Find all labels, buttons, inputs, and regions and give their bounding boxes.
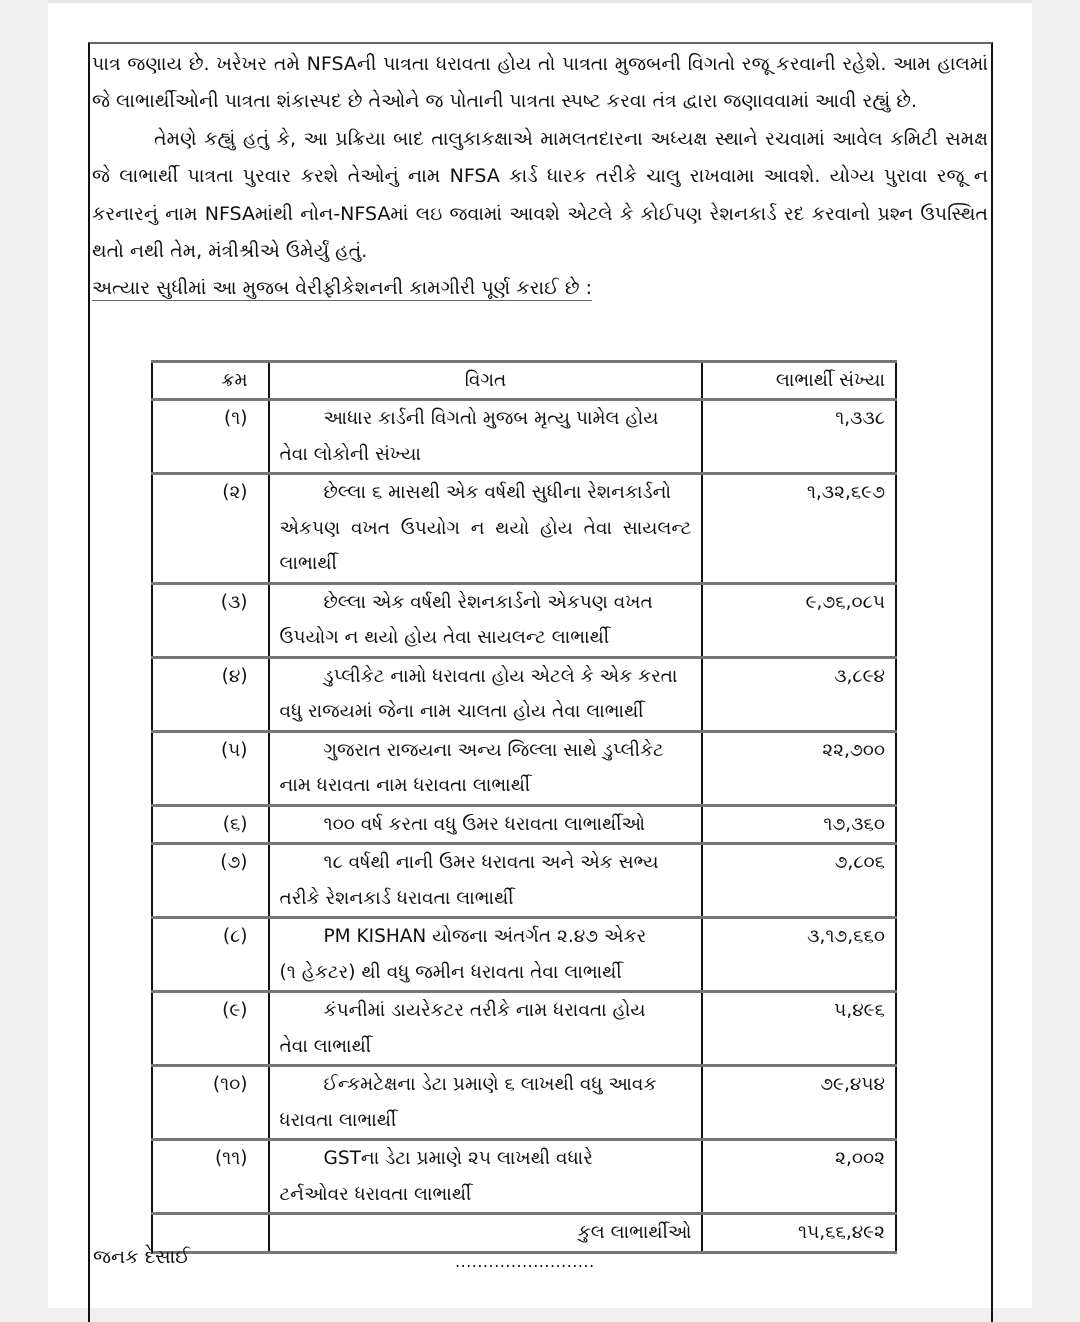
row-beneficiary-count: ૧,૩૩૮ (702, 400, 896, 474)
row-details (269, 918, 703, 992)
row-details-first-line: ગુજરાત રાજયના અન્ય જિલ્લા સાથે ડુપ્લીકેટ (323, 739, 664, 761)
row-serial: (૬) (152, 805, 269, 844)
signature-name: જનક દેસાઈ (93, 1246, 190, 1268)
total-label: કુલ લાભાર્થીઓ (269, 1214, 703, 1253)
row-details-first-line: આધાર કાર્ડની વિગતો મુજબ મૃત્યુ પામેલ હોય (323, 408, 659, 429)
paragraph-minister-statement: તેમણે કહ્યું હતું કે, આ પ્રક્રિયા બાદ તાલુકાકક્ષાએ મામલતદારના અધ્યક્ષ સ્થાને રચવામાં આવેલ કમિટી સમક્ષ જે લાભાર્થી પાત્રતા પુરવાર કરશે તેઓનું નામ NFSA કાર્ડ ધારક તરીકે ચાલુ રાખવામા આવશે. યોગ્ય પુરાવા રજૂ ન કરનારનું નામ NFSAમાંથી નોન-NFSAમાં લઇ જવામાં આવશે એટલે કે કોઈપણ રેશનકાર્ડ રદ કરવાનો પ્રશ્ન ઉપસ્થિત થતો નથી તેમ, મંત્રીશ્રીએ ઉમેર્યું હતું. (92, 127, 988, 263)
body-text (92, 46, 988, 308)
row-details (269, 657, 703, 731)
row-beneficiary-count: ૨૨,૭૦૦ (702, 731, 896, 805)
header-beneficiary-count: લાભાર્થી સંખ્યા (702, 362, 896, 400)
row-details-first-line: ૧૦૦ વર્ષ કરતા વધુ ઉમર ધરાવતા લાભાર્થીઓ (323, 813, 646, 835)
row-details (269, 474, 703, 584)
table-row (152, 844, 896, 918)
table-row (152, 918, 896, 992)
row-beneficiary-count: ૧,૩૨,૬૯૭ (702, 474, 896, 584)
row-beneficiary-count: ૫,૪૯૬ (702, 992, 896, 1066)
table-row (152, 657, 896, 731)
row-details (269, 583, 703, 657)
row-details (269, 400, 703, 474)
row-details (269, 844, 703, 918)
table-row (152, 474, 896, 584)
table-row (152, 805, 896, 844)
section-heading: અત્યાર સુધીમાં આ મુજબ વેરીફીકેશનની કામગીરી પૂર્ણ કરાઈ છે : (92, 277, 592, 300)
row-details (269, 805, 703, 844)
row-details (269, 731, 703, 805)
row-details-first-line: ઈન્કમટેક્ષના ડેટા પ્રમાણે ૬ લાખથી વધુ આવક (323, 1074, 657, 1095)
row-details-continuation: તરીકે રેશનકાર્ડ ધરાવતા લાભાર્થી (279, 887, 514, 909)
row-details-first-line: ડુપ્લીકેટ નામો ધરાવતા હોય એટલે કે એક કરતા (323, 665, 678, 687)
table-row (152, 992, 896, 1066)
table-row (152, 400, 896, 474)
row-details-continuation: ધરાવતા લાભાર્થી (279, 1109, 397, 1131)
row-details-first-line: છેલ્લા એક વર્ષથી રેશનકાર્ડનો એકપણ વખત (323, 591, 653, 613)
row-details-continuation: એકપણ વખત ઉપયોગ ન થયો હોય તેવા સાયલન્ટ લાભાર્થી (279, 517, 692, 574)
row-beneficiary-count: ૩,૧૭,૬૬૦ (702, 918, 896, 992)
row-details-continuation: નામ ધરાવતા નામ ધરાવતા લાભાર્થી (279, 775, 531, 796)
row-details-continuation: ઉપયોગ ન થયો હોય તેવા સાયલન્ટ લાભાર્થી (279, 627, 610, 648)
row-details-first-line: PM KISHAN યોજના અંતર્ગત ૨.૪૭ એકર (323, 926, 647, 947)
row-details-continuation: તેવા લાભાર્થી (279, 1035, 372, 1057)
table-row (152, 1066, 896, 1140)
row-beneficiary-count: ૨,૦૦૨ (702, 1140, 896, 1214)
row-details-first-line: ૧૮ વર્ષથી નાની ઉમર ધરાવતા અને એક સભ્ય (323, 852, 659, 873)
row-details-first-line: GSTના ડેટા પ્રમાણે ૨૫ લાખથી વધારે (323, 1148, 593, 1169)
header-details: વિગત (269, 362, 703, 400)
row-serial: (૮) (152, 918, 269, 992)
row-details (269, 1140, 703, 1214)
paragraph-continuation: પાત્ર જણાય છે. ખરેખર તમે NFSAની પાત્રતા ધરાવતા હોય તો પાત્રતા મુજબની વિગતો રજૂ કરવાની રહેશે. આમ હાલમાં જે લાભાર્થીઓની પાત્રતા શંકાસ્પદ છે તેઓને જ પોતાની પાત્રતા સ્પષ્ટ કરવા તંત્ર દ્વારા જણાવવામાં આવી રહ્યું છે. (92, 53, 988, 113)
row-details-continuation: તેવા લોકોની સંખ્યા (279, 443, 421, 465)
row-serial: (૧૧) (152, 1140, 269, 1214)
row-details (269, 1066, 703, 1140)
row-serial: (૧૦) (152, 1066, 269, 1140)
row-details-continuation: વધુ રાજયમાં જેના નામ ચાલતા હોય તેવા લાભાર્થી (279, 701, 644, 722)
total-value: ૧૫,૬૬,૪૯૨ (702, 1214, 896, 1253)
header-serial: ક્રમ (152, 362, 269, 400)
row-serial: (૫) (152, 731, 269, 805)
row-details-first-line: કંપનીમાં ડાયરેકટર તરીકે નામ ધરાવતા હોય (323, 1000, 646, 1021)
row-details-continuation: ટર્નઓવર ધરાવતા લાભાર્થી (279, 1183, 472, 1205)
table-row (152, 731, 896, 805)
row-serial: (૯) (152, 992, 269, 1066)
row-details-continuation: (૧ હેકટર) થી વધુ જમીન ધરાવતા તેવા લાભાર્થી (279, 961, 622, 983)
row-serial: (૧) (152, 400, 269, 474)
row-details-first-line: છેલ્લા ૬ માસથી એક વર્ષથી સુધીના રેશનકાર્ડનો (323, 482, 672, 503)
table-header-row (152, 362, 896, 400)
row-beneficiary-count: ૩,૮૯૪ (702, 657, 896, 731)
row-beneficiary-count: ૧૭,૩૬૦ (702, 805, 896, 844)
verification-table (151, 360, 897, 1254)
row-beneficiary-count: ૯,૭૬,૦૮૫ (702, 583, 896, 657)
row-beneficiary-count: ૭,૮૦૬ (702, 844, 896, 918)
row-serial: (૨) (152, 474, 269, 584)
row-serial: (૭) (152, 844, 269, 918)
row-serial: (૪) (152, 657, 269, 731)
row-details (269, 992, 703, 1066)
signature-dots: ......................... (455, 1252, 595, 1271)
row-beneficiary-count: ૭૯,૪૫૪ (702, 1066, 896, 1140)
table-total-row (152, 1214, 896, 1253)
table-row (152, 583, 896, 657)
row-serial: (૩) (152, 583, 269, 657)
table-row (152, 1140, 896, 1214)
